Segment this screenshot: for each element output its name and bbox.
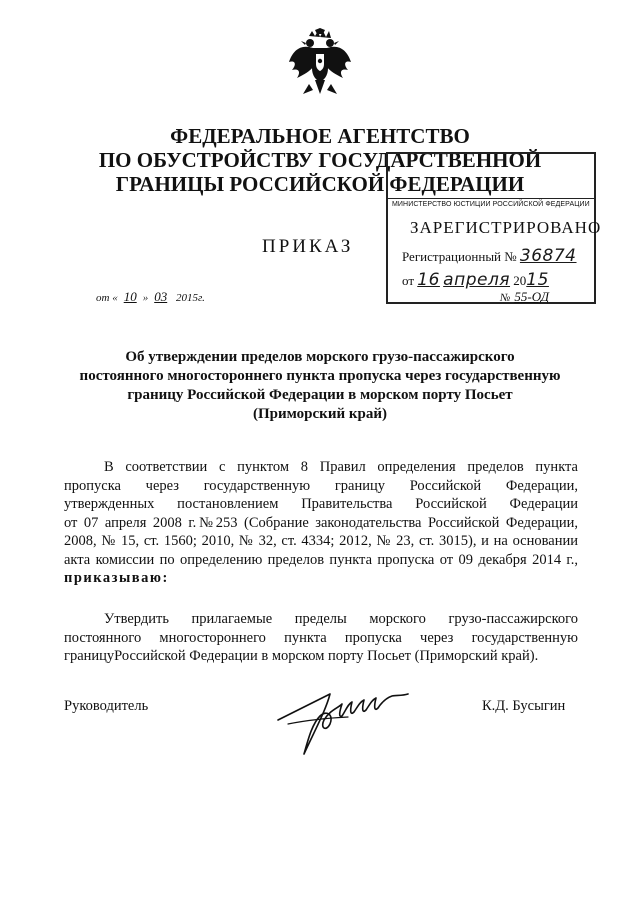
- order-number: [500, 289, 549, 305]
- title-line: (Приморский край): [253, 406, 387, 422]
- order-date-mid: »: [142, 292, 149, 304]
- order-date-year-suffix: 5: [192, 292, 198, 304]
- order-date-day: 10: [123, 289, 137, 304]
- stamp-date-day: 16: [417, 270, 440, 290]
- paragraph-line: границуРоссийской Федерации в морском порту Посьет (Приморский край).: [64, 648, 539, 664]
- signer-position: Руководитель: [64, 698, 149, 714]
- paragraph-line: Утвердить прилагаемые пределы морского грузо-пассажирского: [104, 611, 578, 627]
- registration-stamp: [386, 152, 602, 304]
- agency-line: ФЕДЕРАЛЬНОЕ АГЕНТСТВО: [170, 124, 470, 148]
- stamp-date-year-prefix: 20: [513, 273, 527, 288]
- paragraph-line: от 07 апреля 2008 г.№253 (Собрание законодательства Российской Федерации,: [64, 514, 578, 531]
- agency-line: ПО ОБУСТРОЙСТВУ ГОСУДАРСТВЕННОЙ: [98, 148, 542, 172]
- stamp-date-month: апреля: [443, 270, 511, 290]
- stamp-reg-number: 36874: [519, 246, 577, 266]
- order-number-value: 55-ОД: [514, 289, 550, 304]
- stamp-registration-row: [402, 246, 577, 266]
- paragraph-line: пропуска через государственную границу Российской Федерации,: [64, 477, 578, 494]
- order-date-month: 03: [154, 289, 168, 304]
- stamp-ministry: МИНИСТЕРСТВО ЮСТИЦИИ РОССИЙСКОЙ ФЕДЕРАЦИИ: [392, 201, 590, 208]
- stamp-registered: ЗАРЕГИСТРИРОВАНО: [410, 218, 602, 237]
- stamp-reg-label: Регистрационный №: [402, 249, 517, 264]
- double-headed-eagle-emblem: [287, 28, 353, 100]
- title-line: границу Российской Федерации в морском порту Посьет: [127, 387, 513, 403]
- stamp-date-year: 15: [526, 270, 549, 290]
- handwritten-signature: [268, 680, 418, 760]
- title-line: Об утверждении пределов морского грузо-пассажирского: [125, 349, 515, 365]
- preamble-paragraph: [64, 458, 578, 588]
- paragraph-line: 2008, № 15, ст. 1560; 2010, № 32, ст. 4334; 2012, № 23, ст. 3015), и на основании: [64, 533, 578, 549]
- paragraph-line: В соответствии с пунктом 8 Правил определения пределов пункта: [104, 459, 578, 475]
- paragraph-line: акта комиссии по определению пределов пункта пропуска от 09 декабря 2014 г.,: [64, 551, 578, 568]
- title-line: постоянного многостороннего пункта пропуска через государственную: [79, 368, 561, 384]
- paragraph-line: утвержденных постановлением Правительства Российской Федерации: [64, 496, 578, 512]
- order-date-prefix: от «: [96, 292, 118, 304]
- stamp-date-row: [402, 270, 549, 290]
- order-date: [96, 289, 205, 305]
- signer-name: К.Д. Бусыгин: [482, 698, 566, 714]
- agency-line: ГРАНИЦЫ РОССИЙСКОЙ ФЕДЕРАЦИИ: [115, 172, 525, 196]
- order-title: [60, 348, 580, 424]
- order-heading: ПРИКАЗ: [262, 236, 354, 257]
- stamp-date-from: от: [402, 273, 415, 288]
- order-number-prefix: №: [500, 292, 511, 304]
- decree-word: приказываю:: [64, 570, 169, 586]
- order-date-year-mark: г.: [197, 292, 205, 304]
- stamp-divider: [388, 198, 594, 199]
- paragraph-line: постоянного многостороннего пункта пропуска через государственную: [64, 629, 578, 646]
- operative-paragraph: [64, 610, 578, 666]
- order-date-year-prefix: 201: [175, 292, 193, 304]
